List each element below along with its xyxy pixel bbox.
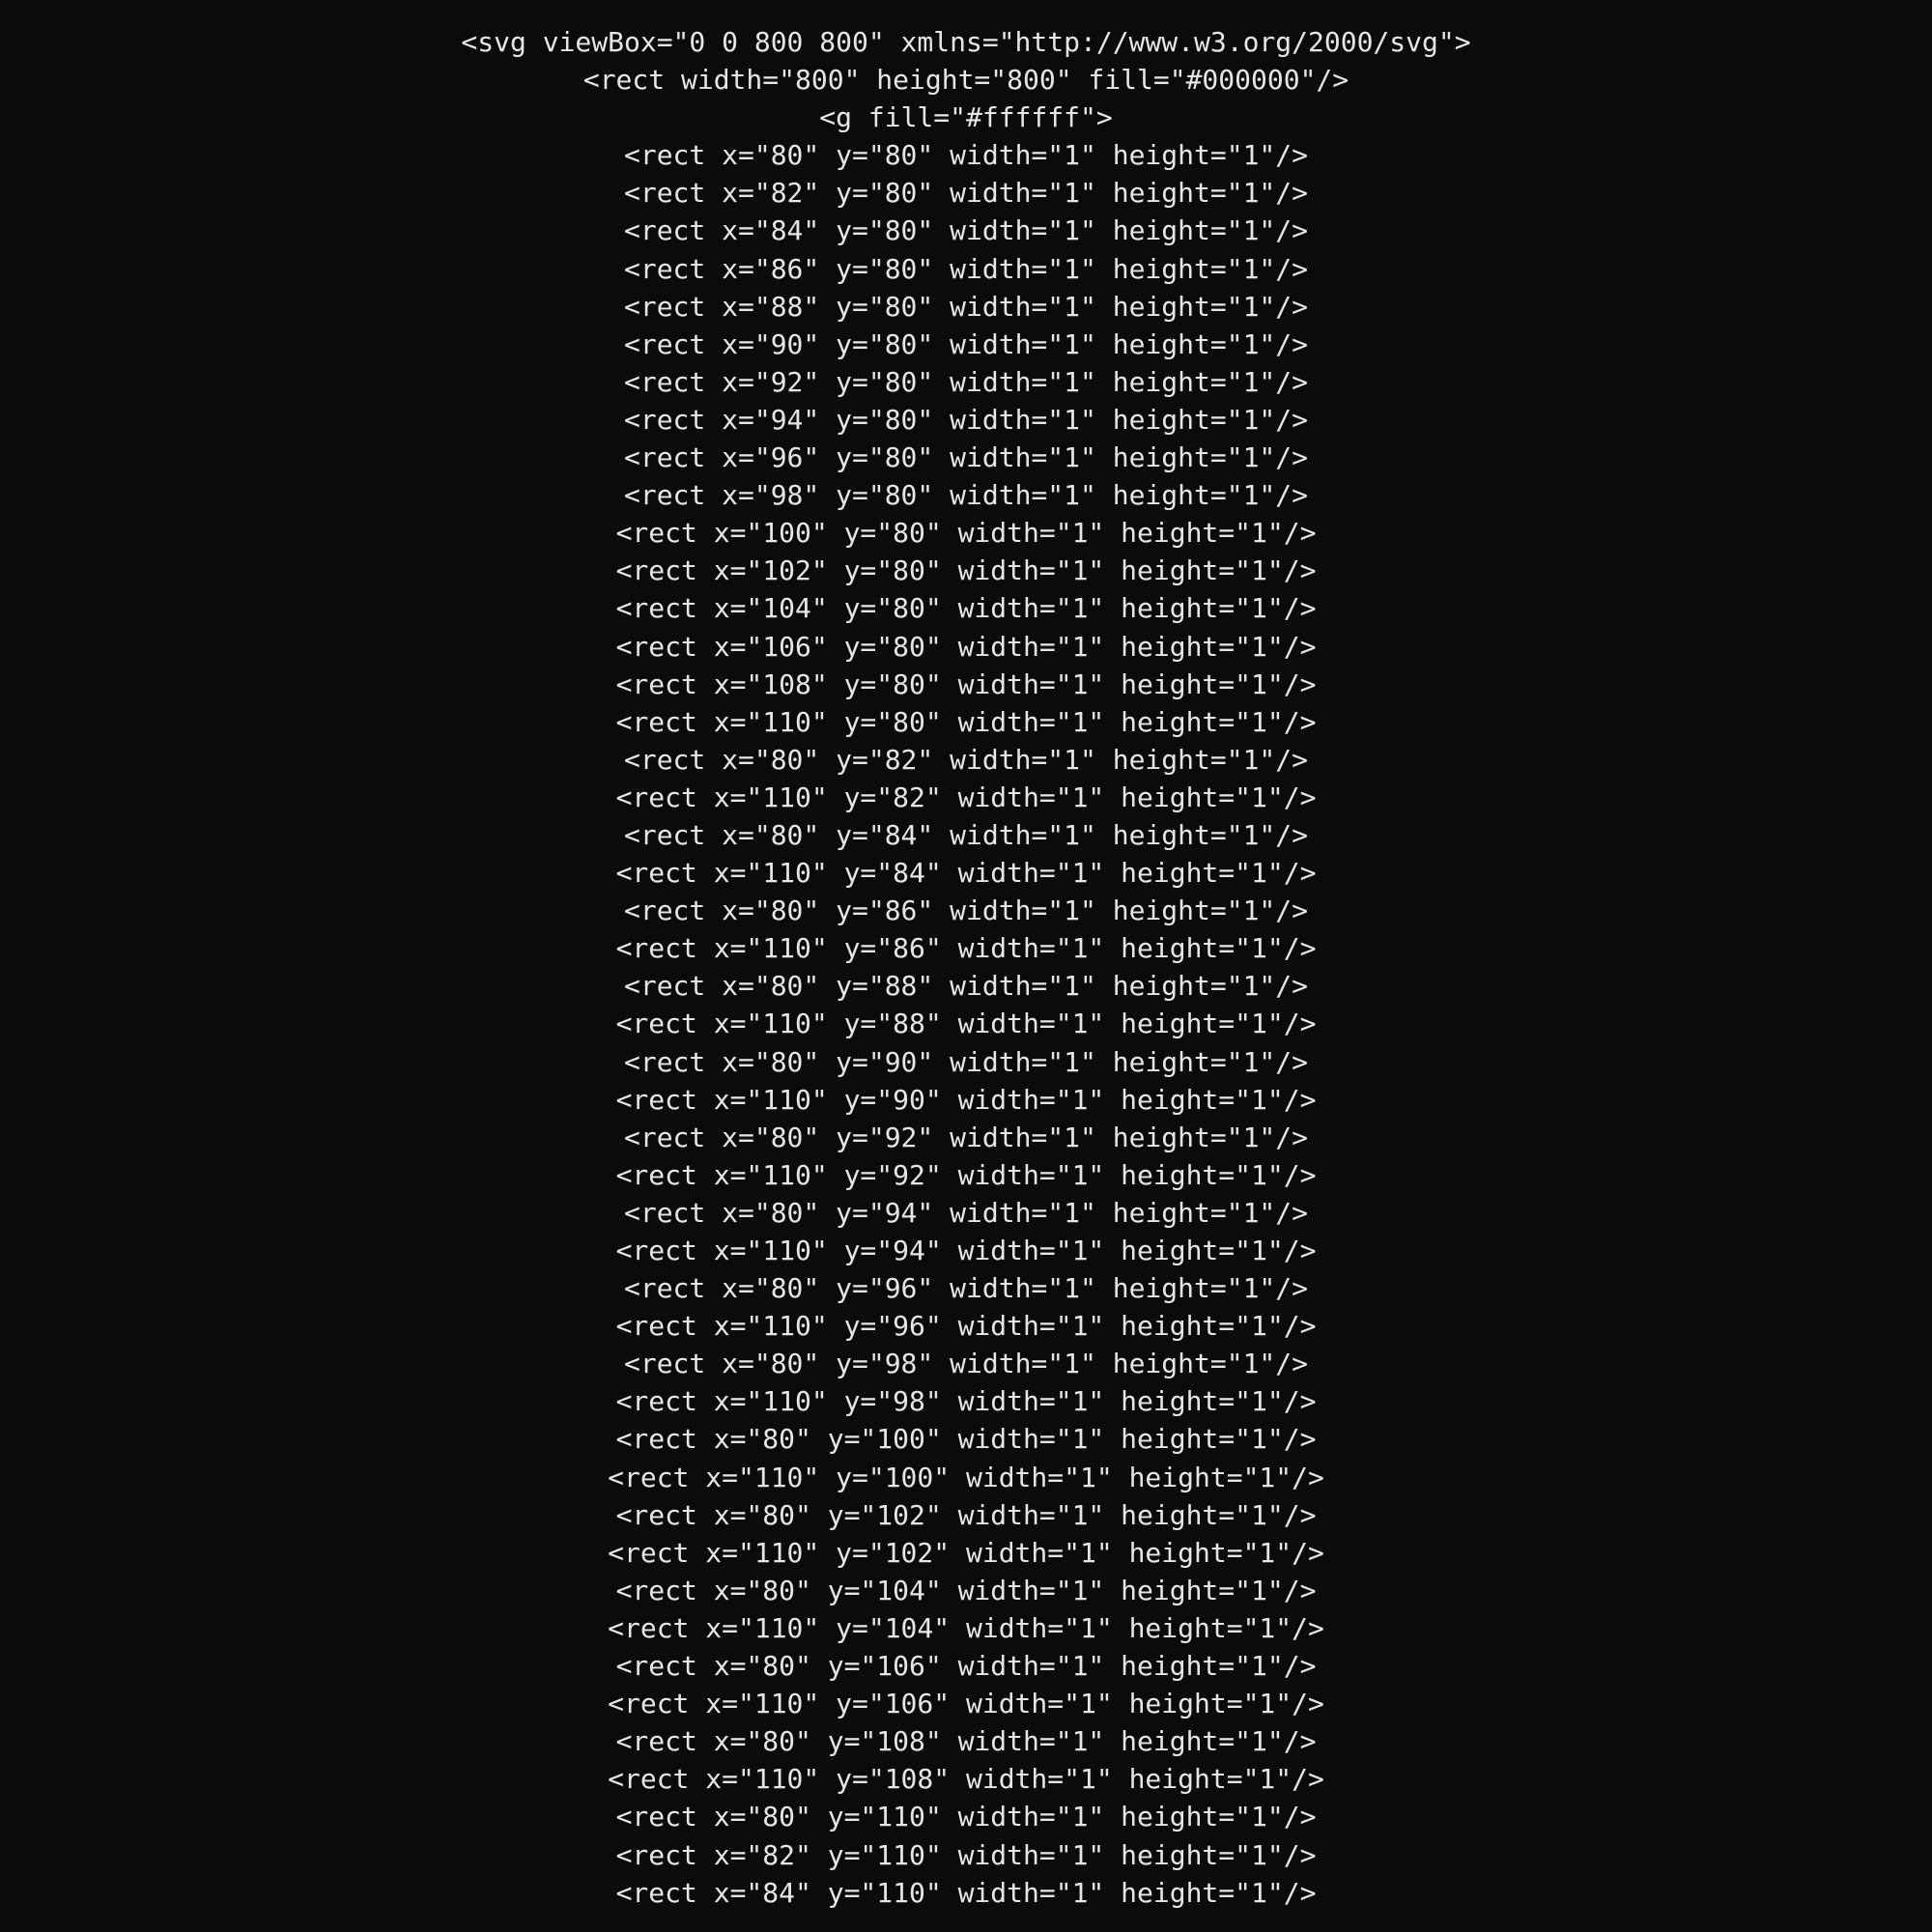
code-line: <rect x="84" y="110" width="1" height="1"/> bbox=[615, 1876, 1317, 1909]
code-line: <rect x="94" y="80" width="1" height="1"/> bbox=[623, 403, 1308, 436]
code-line: <rect x="80" y="104" width="1" height="1"/> bbox=[615, 1574, 1317, 1606]
code-line: <rect x="108" y="80" width="1" height="1"/> bbox=[615, 668, 1317, 700]
code-line: <rect x="80" y="106" width="1" height="1"/> bbox=[615, 1650, 1317, 1683]
code-line: <rect x="80" y="86" width="1" height="1"/> bbox=[623, 895, 1308, 927]
code-line: <g fill="#ffffff"> bbox=[819, 101, 1113, 134]
code-line: <rect x="80" y="100" width="1" height="1"/> bbox=[615, 1423, 1317, 1456]
code-line: <rect x="80" y="92" width="1" height="1"/> bbox=[623, 1121, 1308, 1153]
code-line: <rect x="110" y="90" width="1" height="1"/> bbox=[615, 1083, 1317, 1116]
code-line: <rect x="104" y="80" width="1" height="1"/> bbox=[615, 592, 1317, 625]
code-line: <rect x="110" y="106" width="1" height="1"/> bbox=[608, 1688, 1324, 1720]
code-line: <rect x="80" y="90" width="1" height="1"/> bbox=[623, 1045, 1308, 1078]
code-line: <rect x="84" y="80" width="1" height="1"/> bbox=[623, 214, 1308, 247]
code-line: <rect x="110" y="98" width="1" height="1"/> bbox=[615, 1385, 1317, 1418]
code-line: <rect x="90" y="80" width="1" height="1"/> bbox=[623, 327, 1308, 360]
code-line: <rect x="110" y="94" width="1" height="1"/> bbox=[615, 1235, 1317, 1266]
code-line: <rect x="80" y="94" width="1" height="1"/> bbox=[623, 1196, 1308, 1229]
code-line: <rect x="80" y="102" width="1" height="1"/> bbox=[615, 1498, 1317, 1531]
code-line: <rect x="86" y="80" width="1" height="1"/> bbox=[623, 252, 1308, 285]
code-line: <rect x="110" y="100" width="1" height="1"/> bbox=[608, 1461, 1324, 1493]
code-line: <rect x="110" y="80" width="1" height="1"/> bbox=[615, 705, 1317, 738]
code-line: <rect x="80" y="82" width="1" height="1"/> bbox=[623, 743, 1308, 776]
code-line: <rect x="98" y="80" width="1" height="1"/> bbox=[623, 479, 1308, 512]
code-line: <rect x="110" y="96" width="1" height="1"/> bbox=[615, 1310, 1317, 1343]
code-line: <rect x="96" y="80" width="1" height="1"/> bbox=[623, 441, 1308, 474]
code-line: <rect width="800" height="800" fill="#000000"/> bbox=[582, 64, 1350, 97]
code-line: <rect x="88" y="80" width="1" height="1"/> bbox=[623, 290, 1308, 323]
code-line: <rect x="80" y="84" width="1" height="1"/> bbox=[623, 818, 1308, 851]
code-line: <rect x="80" y="88" width="1" height="1"/> bbox=[623, 970, 1308, 1003]
code-line: <rect x="82" y="80" width="1" height="1"/> bbox=[623, 177, 1308, 210]
code-line: <rect x="110" y="88" width="1" height="1"/> bbox=[615, 1008, 1317, 1040]
code-line: <rect x="82" y="110" width="1" height="1"/> bbox=[615, 1838, 1317, 1871]
code-line: <rect x="80" y="80" width="1" height="1"/> bbox=[623, 139, 1308, 172]
code-line: <rect x="80" y="98" width="1" height="1"/> bbox=[623, 1348, 1308, 1380]
code-line: <rect x="110" y="86" width="1" height="1"/> bbox=[615, 932, 1317, 965]
code-line: <rect x="106" y="80" width="1" height="1"/> bbox=[615, 630, 1317, 663]
code-line: <rect x="110" y="84" width="1" height="1"/> bbox=[615, 857, 1317, 890]
code-line: <rect x="80" y="110" width="1" height="1"/> bbox=[615, 1801, 1317, 1833]
code-line: <svg viewBox="0 0 800 800" xmlns="http://www.w3.org/2000/svg"> bbox=[461, 26, 1471, 58]
code-line: <rect x="80" y="96" width="1" height="1"/> bbox=[623, 1272, 1308, 1305]
code-line: <rect x="110" y="102" width="1" height="1"/> bbox=[608, 1536, 1324, 1569]
code-line: <rect x="92" y="80" width="1" height="1"/> bbox=[623, 365, 1308, 398]
code-line: <rect x="110" y="92" width="1" height="1"/> bbox=[615, 1158, 1317, 1191]
code-line: <rect x="110" y="82" width="1" height="1"/> bbox=[615, 781, 1317, 813]
code-line: <rect x="100" y="80" width="1" height="1"/> bbox=[615, 517, 1317, 550]
code-line: <rect x="102" y="80" width="1" height="1"/> bbox=[615, 554, 1317, 587]
code-line: <rect x="110" y="104" width="1" height="1"/> bbox=[608, 1611, 1324, 1644]
code-line: <rect x="80" y="108" width="1" height="1"/> bbox=[615, 1725, 1317, 1758]
code-view bbox=[0, 23, 1932, 1909]
code-line: <rect x="110" y="108" width="1" height="1"/> bbox=[608, 1763, 1324, 1796]
